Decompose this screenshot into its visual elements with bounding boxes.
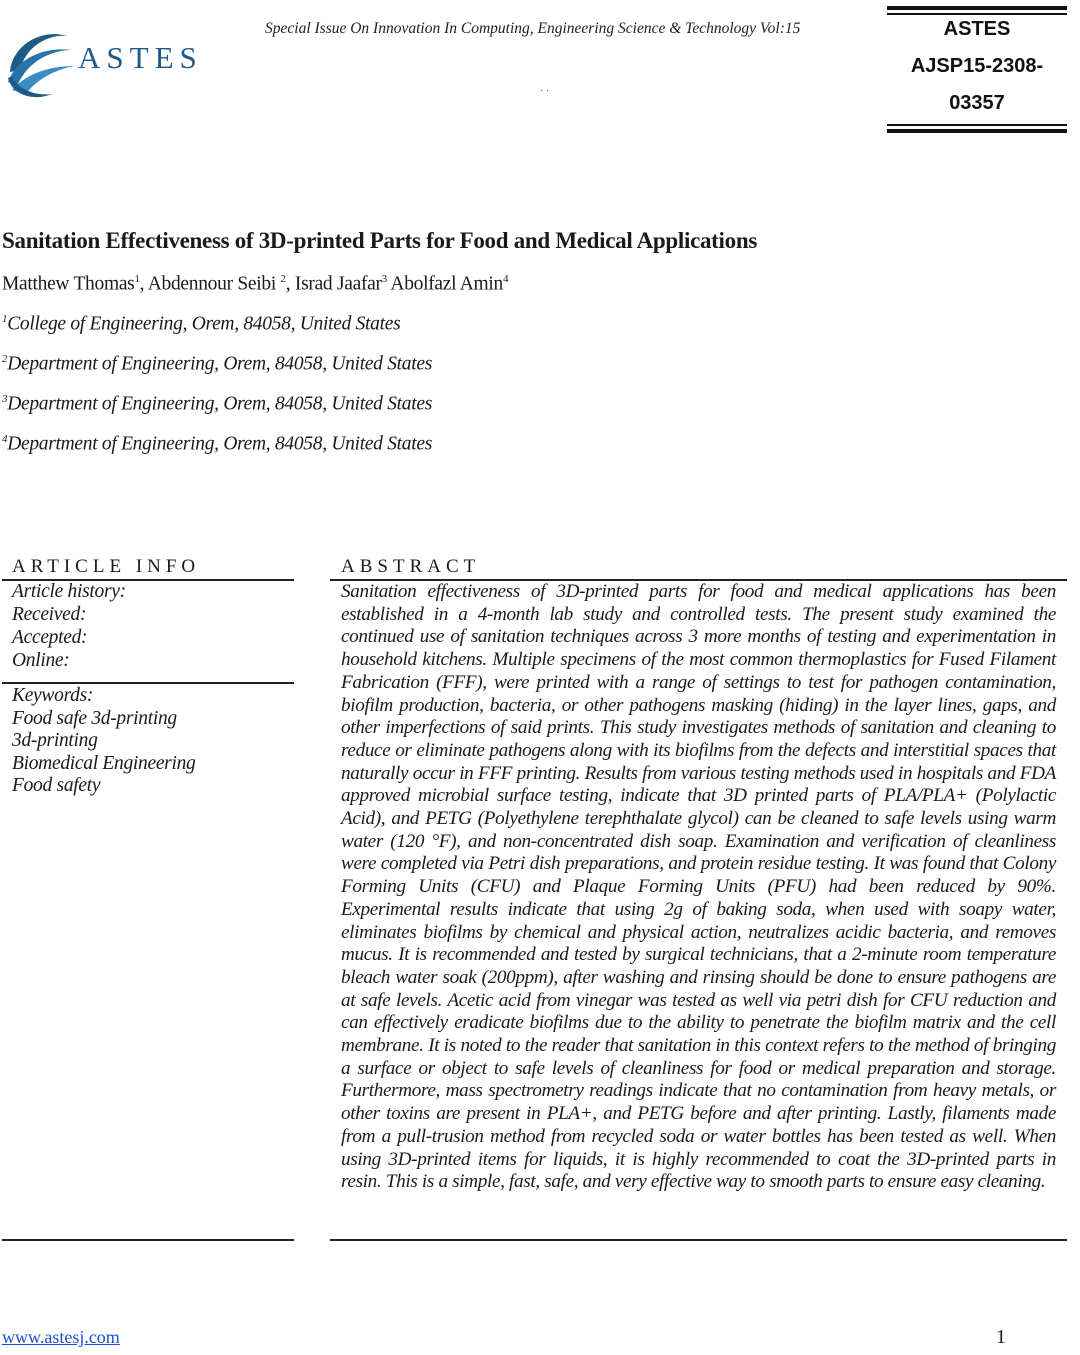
author-name: Matthew Thomas (2, 273, 135, 295)
article-info-rule-bottom (2, 1239, 294, 1241)
author-sep: , (285, 273, 295, 295)
author-name: Abolfazl Amin (390, 273, 503, 295)
affiliation-4 (2, 433, 432, 456)
author-sup: 2 (280, 273, 286, 285)
affiliation-sup: 1 (2, 313, 8, 325)
author-name: Abdennour Seibi (147, 273, 281, 295)
id-box-top-rule-thin (887, 13, 1067, 15)
author-sup: 1 (134, 273, 140, 285)
keyword-item: Food safe 3d-printing (12, 708, 177, 729)
affiliation-text: College of Engineering, Orem, 84058, United States (7, 313, 401, 335)
author-name: Israd Jaafar (294, 273, 382, 295)
author-list (2, 273, 508, 296)
abstract-text: Sanitation effectiveness of 3D-printed parts for food and medical applications has been established in a 4-month lab study and controlled tests. The present study examined the continued use of sanitation techniques across 3 more months of testing and experimentation in household kitchens. Multiple specimens of the most common thermoplastics for Fused Filament Fabrication (FFF), were printed with a range of settings to test for pathogen contamination, biofilm production, bacteria, or other pathogens masking (hiding) in the layer lines, gaps, and other imperfections of said prints. This study investigates methods of sanitation and cleaning to reduce or eliminate pathogens along with its biofilms from the defects and interstitial spaces that naturally occur in FFF printing. Results from various testing methods used in hospitals and FDA approved microbial surface testing, indicate that 3D printed parts of PLA/PLA+ (Polylactic Acid), and PETG (Polyethylene terephthalate glycol) can be cleaned to safe levels using warm water (120 °F), and non-concentrated dish soap. Examination and verification of cleanliness were completed via Petri dish preparations, and protein residue testing. It was found that Colony Forming Units (CFU) and Plaque Forming Units (PFU) had been reduced by 90%. Experimental results indicate that using 2g of baking soda, when used with soapy water, eliminates biofilms by chemical and physical action, neutralizes acidic bacteria, and removes mucus. It is recommended and tested by surgical technicians, that a 2-minute room temperature bleach water soak (200ppm), after washing and rinsing should be done to ensure pathogens are at safe levels. Acetic acid from vinegar was tested as well via petri dish for CFU reduction and can effectively eradicate biofilms due to the ability to penetrate the biofilm matrix and the cell membrane. It is noted to the reader that sanitation in this context refers to the method of bringing a surface or object to safe levels of cleanliness for food or medical preparation and storage. Furthermore, mass spectrometry readings indicate that no contamination from heavy metals, or other toxins are present in PLA+, and PETG before and after printing. Lastly, filaments made from a pull-trusion method from recycled soda or water bottles has been tested as well. When using 3D-printed items for liquids, it is highly recommended to coat the 3D-printed parts in resin. This is a simple, fast, safe, and very effective way to smooth parts to ensure easy cleaning. (341, 581, 1056, 1193)
affiliation-text: Department of Engineering, Orem, 84058, United States (7, 433, 432, 455)
received-label: Received: (12, 604, 87, 625)
id-box-top-rule (887, 6, 1067, 10)
affiliation-3 (2, 393, 432, 416)
logo-text: ASTES (78, 40, 203, 75)
keyword-item: 3d-printing (12, 730, 98, 751)
affiliation-text: Department of Engineering, Orem, 84058, United States (7, 353, 432, 375)
article-id-box (887, 6, 1067, 134)
online-label: Online: (12, 650, 70, 671)
affiliation-sup: 3 (2, 393, 8, 405)
accepted-label: Accepted: (12, 627, 88, 648)
astes-swirl-icon (2, 20, 82, 100)
paper-title: Sanitation Effectiveness of 3D-printed Parts for Food and Medical Applications (2, 228, 757, 253)
journal-website-link[interactable]: www.astesj.com (2, 1327, 120, 1347)
keyword-item: Food safety (12, 775, 101, 796)
id-box-bottom-rule (887, 129, 1067, 133)
affiliation-sup: 4 (2, 433, 8, 445)
affiliation-text: Department of Engineering, Orem, 84058, United States (7, 393, 432, 415)
abstract-heading: ABSTRACT (341, 556, 481, 577)
id-line-1: ASTES (943, 18, 1011, 40)
id-line-2: AJSP15-2308- (910, 55, 1044, 77)
page-number: 1 (996, 1326, 1006, 1348)
author-sep: , (139, 273, 148, 295)
abstract-rule-bottom (330, 1239, 1067, 1241)
article-history-label: Article history: (12, 581, 126, 602)
journal-issue: Special Issue On Innovation In Computing, Engineering Science & Technology Vol:15 (265, 20, 801, 37)
affiliation-1 (2, 313, 400, 336)
article-info-rule-mid (2, 682, 294, 684)
header-dots: · · (540, 86, 550, 97)
keywords-label: Keywords: (12, 685, 94, 706)
id-box-bottom-rule-thin (887, 124, 1067, 126)
author-sup: 3 (381, 273, 387, 285)
keyword-item: Biomedical Engineering (12, 753, 196, 774)
affiliation-sup: 2 (2, 353, 8, 365)
author-sup: 4 (502, 273, 509, 285)
article-info-heading: ARTICLE INFO (12, 556, 201, 577)
affiliation-2 (2, 353, 432, 376)
id-line-3: 03357 (949, 92, 1005, 114)
